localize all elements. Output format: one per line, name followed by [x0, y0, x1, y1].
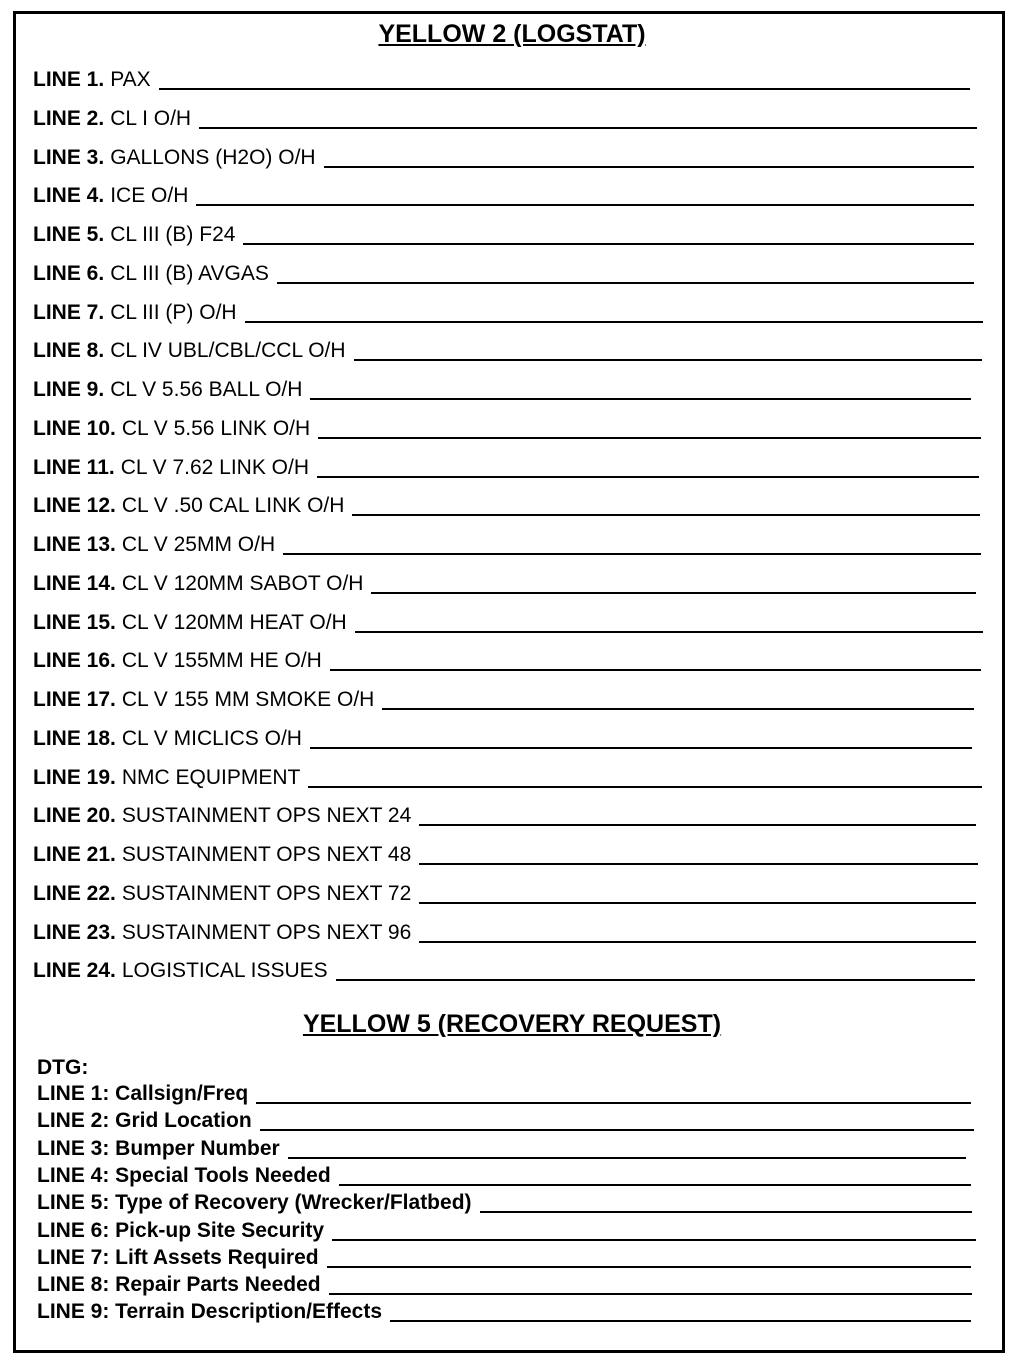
recovery-line-label: LINE 2: Grid Location [37, 1109, 252, 1133]
logstat-line [33, 103, 977, 131]
fill-in-blank[interactable] [199, 127, 977, 129]
line-label: SUSTAINMENT OPS NEXT 96 [121, 920, 412, 944]
recovery-line [37, 1246, 971, 1270]
recovery-line-label: LINE 6: Pick-up Site Security [37, 1218, 325, 1242]
fill-in-blank[interactable] [327, 1266, 971, 1268]
line-number: LINE 24. [33, 959, 116, 983]
logstat-line [33, 839, 978, 867]
recovery-line [37, 1164, 971, 1188]
line-number: LINE 10. [33, 416, 116, 440]
fill-in-blank[interactable] [159, 88, 970, 90]
logstat-line [33, 955, 975, 983]
fill-in-blank[interactable] [256, 1102, 971, 1104]
line-label: ICE O/H [110, 184, 189, 208]
line-label: CL V 5.56 LINK O/H [121, 416, 311, 440]
fill-in-blank[interactable] [371, 592, 976, 594]
logstat-line [33, 800, 976, 828]
line-label: GALLONS (H2O) O/H [110, 145, 316, 169]
recovery-line-label: LINE 1: Callsign/Freq [37, 1082, 249, 1105]
fill-in-blank[interactable] [355, 631, 983, 633]
logstat-line [33, 64, 970, 92]
line-number: LINE 13. [33, 533, 116, 556]
fill-in-blank[interactable] [332, 1239, 976, 1241]
recovery-line [37, 1273, 972, 1297]
fill-in-blank[interactable] [196, 204, 974, 206]
fill-in-blank[interactable] [330, 669, 981, 671]
line-number: LINE 18. [33, 726, 116, 750]
line-label: SUSTAINMENT OPS NEXT 48 [121, 843, 412, 866]
line-number: LINE 7. [33, 300, 105, 324]
line-number: LINE 23. [33, 920, 116, 944]
fill-in-blank[interactable] [277, 282, 974, 284]
line-label: SUSTAINMENT OPS NEXT 72 [121, 881, 412, 905]
logstat-line [33, 297, 983, 325]
line-number: LINE 21. [33, 843, 116, 866]
fill-in-blank[interactable] [352, 514, 980, 516]
fill-in-blank[interactable] [419, 902, 976, 904]
recovery-line-label: LINE 8: Repair Parts Needed [37, 1273, 321, 1297]
fill-in-blank[interactable] [310, 398, 971, 400]
line-label: CL V 155MM HE O/H [121, 649, 322, 673]
recovery-line [37, 1300, 971, 1324]
fill-in-blank[interactable] [324, 166, 974, 168]
fill-in-blank[interactable] [310, 747, 972, 749]
line-number: LINE 8. [33, 339, 105, 363]
recovery-line-label: LINE 3: Bumper Number [37, 1136, 280, 1160]
logstat-line [33, 607, 983, 635]
line-label: CL III (B) AVGAS [110, 261, 269, 285]
logstat-line [33, 413, 981, 441]
logstat-line [33, 723, 972, 751]
line-number: LINE 3. [33, 145, 105, 169]
line-label: CL V 7.62 LINK O/H [120, 455, 310, 479]
fill-in-blank[interactable] [317, 476, 979, 478]
yellow5-title: YELLOW 5 (RECOVERY REQUEST) [302, 1010, 722, 1038]
logstat-line [33, 142, 974, 170]
line-label: LOGISTICAL ISSUES [121, 959, 328, 983]
line-number: LINE 4. [33, 184, 105, 208]
fill-in-blank[interactable] [283, 553, 981, 555]
fill-in-blank[interactable] [318, 437, 981, 439]
fill-in-blank[interactable] [288, 1157, 966, 1159]
fill-in-blank[interactable] [354, 359, 982, 361]
fill-in-blank[interactable] [480, 1211, 972, 1213]
logstat-line [33, 684, 974, 712]
logstat-line [33, 645, 981, 673]
fill-in-blank[interactable] [243, 243, 974, 245]
logstat-line [33, 878, 976, 906]
line-number: LINE 11. [33, 455, 115, 479]
line-number: LINE 20. [33, 804, 116, 828]
recovery-line [37, 1082, 971, 1106]
line-label: CL V .50 CAL LINK O/H [121, 494, 345, 518]
line-label: CL V 120MM SABOT O/H [121, 571, 364, 595]
recovery-line [37, 1191, 972, 1215]
line-label: CL V 5.56 BALL O/H [110, 378, 303, 401]
logstat-line [33, 374, 971, 402]
line-label: CL V MICLICS O/H [121, 726, 302, 750]
line-number: LINE 22. [33, 881, 116, 905]
line-number: LINE 19. [33, 765, 116, 789]
fill-in-blank[interactable] [308, 786, 982, 788]
recovery-line-label: LINE 9: Terrain Description/Effects [37, 1300, 383, 1324]
line-number: LINE 12. [33, 494, 116, 518]
fill-in-blank[interactable] [419, 863, 978, 865]
fill-in-blank[interactable] [390, 1320, 971, 1322]
line-number: LINE 1. [33, 68, 105, 91]
line-number: LINE 14. [33, 571, 116, 595]
line-label: CL V 120MM HEAT O/H [121, 610, 347, 634]
logstat-line [33, 762, 982, 790]
line-label: CL V 25MM O/H [121, 533, 276, 556]
dtg-label: DTG: [37, 1056, 89, 1079]
yellow2-title: YELLOW 2 (LOGSTAT) [378, 20, 646, 48]
logstat-line [33, 258, 974, 286]
fill-in-blank[interactable] [419, 824, 976, 826]
line-number: LINE 15. [33, 610, 116, 634]
logstat-line [33, 917, 976, 945]
logstat-line [33, 490, 980, 518]
line-number: LINE 6. [33, 261, 105, 285]
line-label: CL IV UBL/CBL/CCL O/H [110, 339, 346, 363]
fill-in-blank[interactable] [339, 1184, 971, 1186]
logstat-line [33, 568, 976, 596]
fill-in-blank[interactable] [336, 979, 975, 981]
fill-in-blank[interactable] [245, 321, 983, 323]
recovery-line [37, 1109, 974, 1133]
fill-in-blank[interactable] [329, 1293, 972, 1295]
line-label: NMC EQUIPMENT [121, 765, 301, 789]
fill-in-blank[interactable] [419, 941, 976, 943]
fill-in-blank[interactable] [382, 708, 974, 710]
line-number: LINE 9. [33, 378, 105, 401]
logstat-line [33, 180, 974, 208]
recovery-line [37, 1219, 976, 1243]
logstat-line [33, 529, 981, 557]
recovery-line [37, 1137, 966, 1161]
line-number: LINE 2. [33, 106, 105, 130]
recovery-line-label: LINE 5: Type of Recovery (Wrecker/Flatbed) [37, 1191, 472, 1215]
line-number: LINE 16. [33, 649, 116, 673]
fill-in-blank[interactable] [260, 1129, 974, 1131]
line-label: SUSTAINMENT OPS NEXT 24 [121, 804, 412, 828]
line-label: CL III (B) F24 [110, 223, 236, 246]
line-label: CL V 155 MM SMOKE O/H [121, 688, 375, 711]
logstat-line [33, 335, 982, 363]
line-number: LINE 5. [33, 223, 105, 246]
logstat-line [33, 452, 979, 480]
recovery-line-label: LINE 7: Lift Assets Required [37, 1245, 319, 1269]
logstat-line [33, 219, 974, 247]
recovery-line-label: LINE 4: Special Tools Needed [37, 1163, 331, 1187]
line-number: LINE 17. [33, 688, 116, 711]
line-label: CL III (P) O/H [110, 300, 237, 324]
line-label: PAX [110, 68, 151, 91]
line-label: CL I O/H [110, 106, 192, 130]
